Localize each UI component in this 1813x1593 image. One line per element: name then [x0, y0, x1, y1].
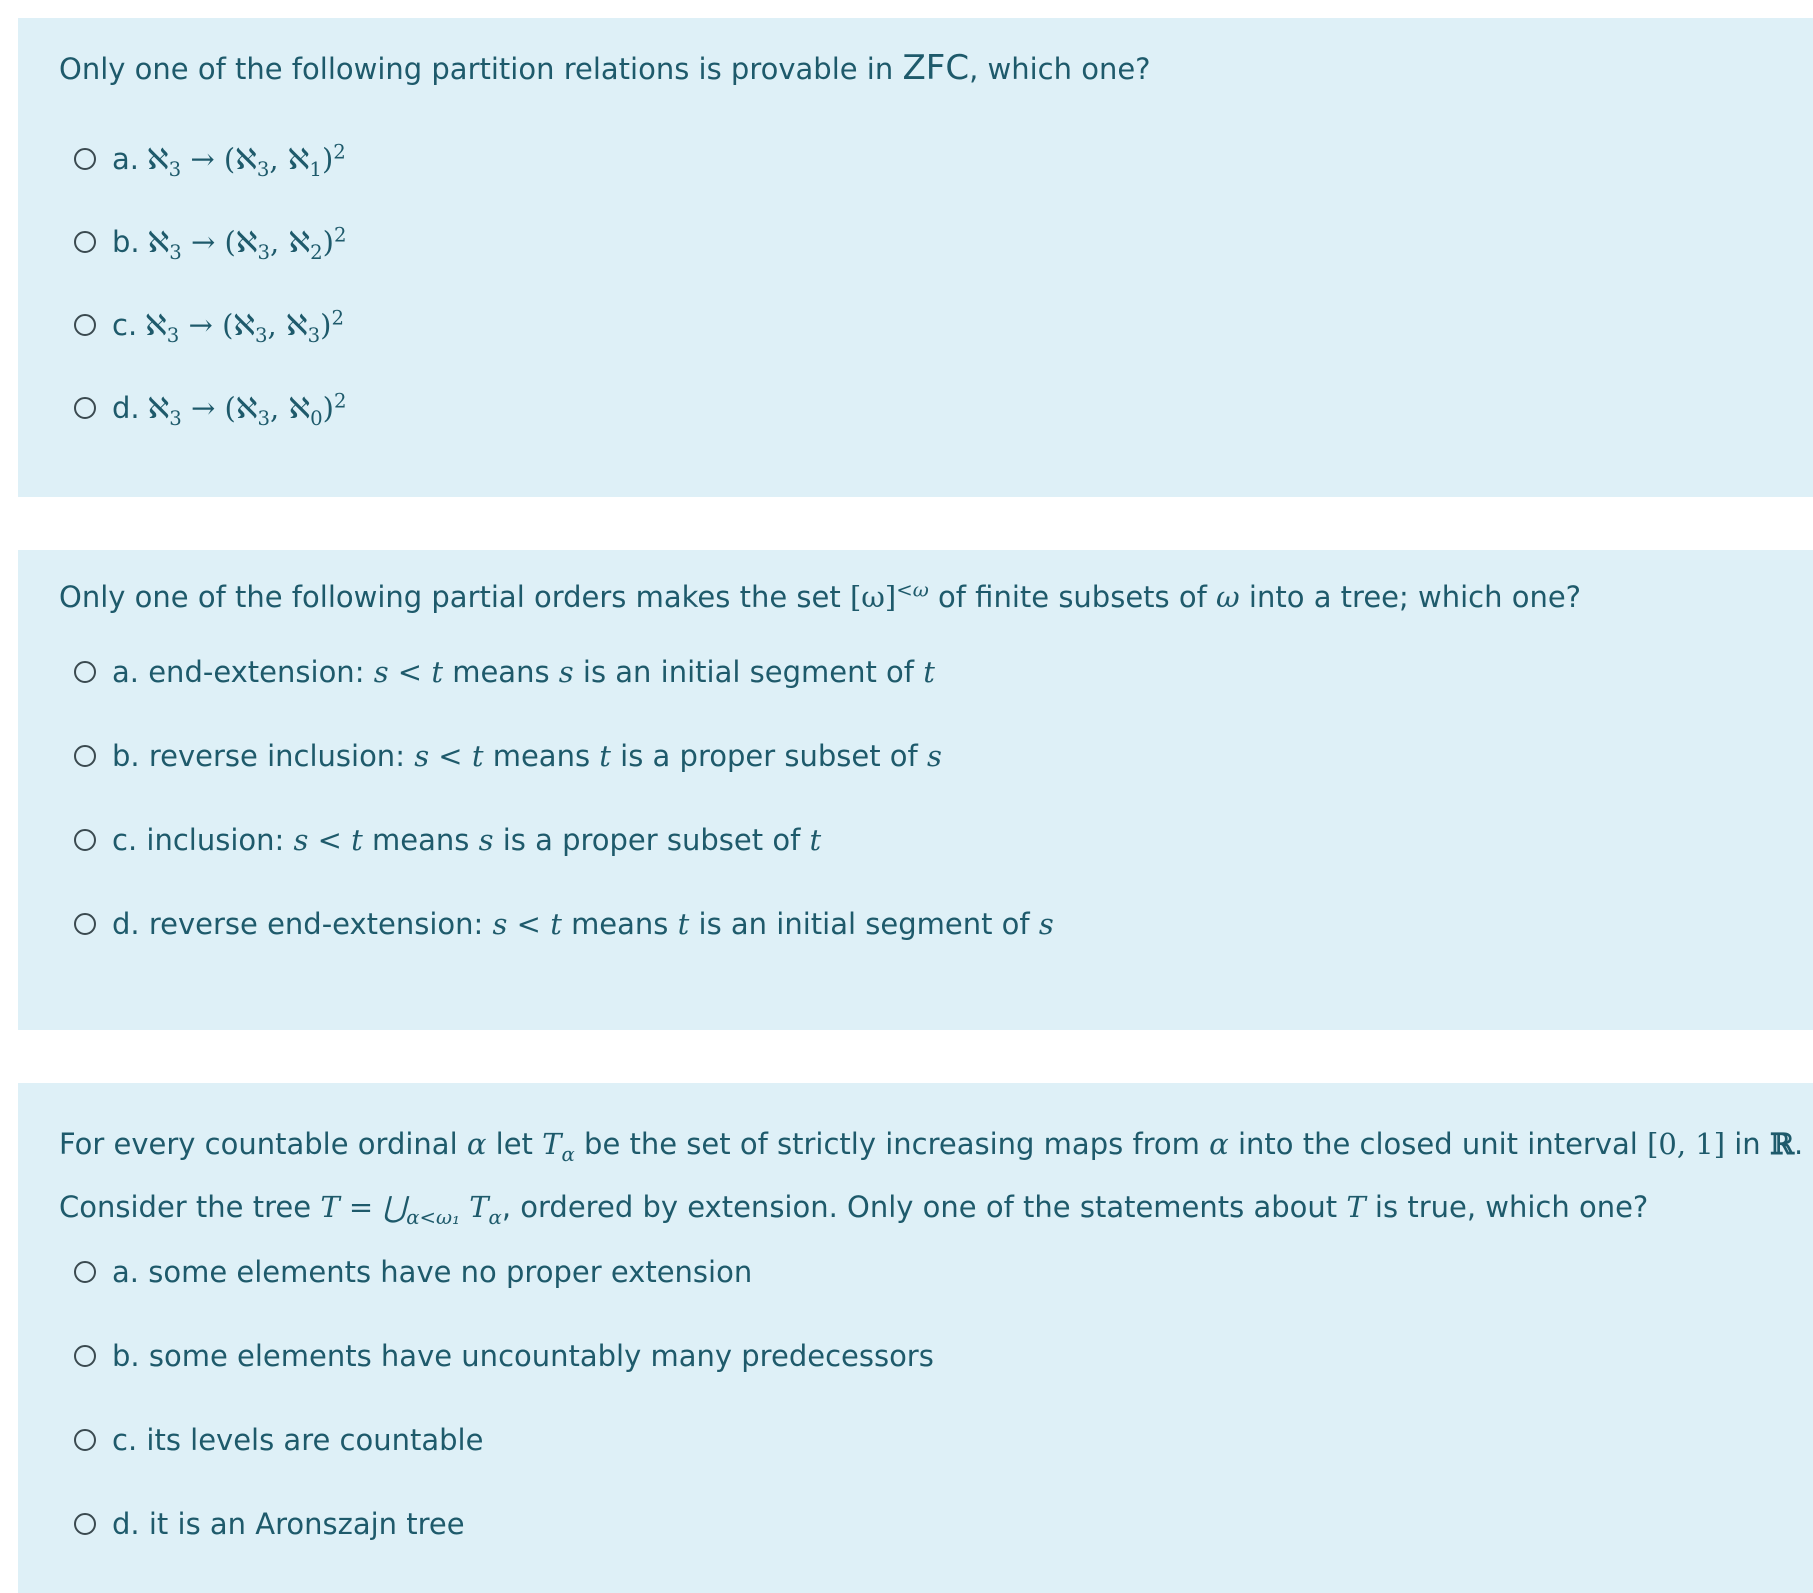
math-var: s: [492, 907, 508, 941]
subscript: 3: [169, 406, 182, 430]
exponent: 2: [333, 223, 347, 247]
alpha-subscript: α: [488, 1205, 502, 1229]
t-symbol: T: [1346, 1190, 1366, 1224]
radio-button[interactable]: [74, 745, 96, 767]
radio-button[interactable]: [74, 231, 96, 253]
order-desc: is a proper subset of: [620, 739, 918, 773]
question-text-part: be the set of strictly increasing maps from: [574, 1127, 1210, 1161]
question-card-1: [18, 18, 1813, 497]
subscript: 1: [309, 157, 322, 181]
order-name: reverse inclusion:: [148, 739, 405, 773]
question-text-part: in: [1725, 1127, 1770, 1161]
union-subscript: α<ω₁: [406, 1205, 460, 1229]
question-text-part: Only one of the following partition relations is provable in: [59, 52, 903, 86]
question-text: [59, 1113, 1803, 1239]
option-formula: ℵ$_3$ → (ℵ$_3$, ℵ$_1$)$^2$: [147, 140, 346, 181]
means-word: means: [452, 655, 550, 689]
option-d[interactable]: [74, 1502, 465, 1546]
radio-button[interactable]: [74, 1513, 96, 1535]
option-d[interactable]: [74, 902, 1054, 946]
option-letter: b.: [112, 739, 140, 773]
math-var: t: [677, 907, 690, 941]
question-text-part: is true, which one?: [1365, 1190, 1649, 1224]
math-var: s: [414, 739, 430, 773]
option-letter: b.: [112, 1339, 140, 1373]
question-text-part: , which one?: [969, 52, 1151, 86]
math-var: t: [471, 739, 484, 773]
math-var: s: [478, 823, 494, 857]
tree-equation: T = ⋃: [320, 1190, 407, 1224]
order-desc: is a proper subset of: [502, 823, 801, 857]
t-symbol: T: [542, 1127, 562, 1161]
subscript: 2: [310, 240, 323, 264]
math-var: t: [550, 907, 562, 941]
alpha-symbol: α: [1209, 1127, 1229, 1161]
question-text-part: Consider the tree: [59, 1190, 321, 1224]
subscript: 3: [255, 323, 268, 347]
order-name: inclusion:: [146, 823, 285, 857]
subscript: 3: [168, 157, 182, 181]
alpha-symbol: α: [466, 1127, 487, 1161]
question-text-part: of finite subsets of: [928, 580, 1217, 614]
question-card-2: [18, 550, 1813, 1030]
radio-button[interactable]: [74, 829, 96, 851]
radio-button[interactable]: [74, 148, 96, 170]
exponent: 2: [331, 306, 345, 330]
option-letter: d.: [112, 907, 140, 941]
radio-button[interactable]: [74, 913, 96, 935]
subscript: 3: [169, 240, 182, 264]
option-text: [112, 1507, 465, 1541]
unit-interval: [0, 1]: [1647, 1127, 1726, 1161]
option-a[interactable]: [74, 650, 935, 694]
radio-button[interactable]: [74, 661, 96, 683]
subscript: 0: [310, 406, 323, 430]
option-c[interactable]: [74, 818, 821, 862]
math-var: s: [1038, 907, 1054, 941]
question-text: [59, 580, 1581, 614]
subscript: 3: [257, 240, 271, 264]
means-word: means: [492, 739, 591, 773]
radio-button[interactable]: [74, 1345, 96, 1367]
option-a[interactable]: [74, 1250, 752, 1294]
means-word: means: [571, 907, 669, 941]
zfc-label: ZFC: [902, 48, 970, 88]
option-letter: a.: [112, 142, 139, 176]
option-body: its levels are countable: [146, 1423, 484, 1457]
option-formula: ℵ$_3$ → (ℵ$_3$, ℵ$_3$)$^2$: [145, 306, 345, 347]
option-b[interactable]: [74, 734, 942, 778]
question-text: [59, 48, 1151, 88]
option-text: [112, 1255, 752, 1289]
omega-symbol: ω: [1216, 580, 1240, 614]
math-var: s: [293, 823, 309, 857]
exponent: 2: [333, 389, 347, 413]
math-var: t: [351, 823, 363, 857]
option-a[interactable]: [74, 137, 346, 181]
option-b[interactable]: [74, 220, 346, 264]
radio-button[interactable]: [74, 314, 96, 336]
option-formula: ℵ$_3$ → (ℵ$_3$, ℵ$_2$)$^2$: [147, 223, 347, 264]
subscript: 3: [257, 406, 271, 430]
math-var: t: [599, 739, 611, 773]
order-desc: is an initial segment of: [698, 907, 1030, 941]
option-letter: c.: [112, 1423, 138, 1457]
question-text-part: , ordered by extension. Only one of the statements about: [501, 1190, 1347, 1224]
math-var: t: [923, 655, 935, 689]
order-name: reverse end-extension:: [148, 907, 484, 941]
exponent: 2: [333, 140, 346, 164]
option-text: c. inclusion: s < t means s is a proper subset of t: [112, 823, 822, 857]
option-text: d. reverse end-extension: s < t means t is an initial segment of s: [112, 907, 1054, 941]
option-letter: d.: [112, 391, 140, 425]
option-c[interactable]: [74, 303, 344, 347]
subscript: 3: [307, 323, 321, 347]
means-word: means: [372, 823, 470, 857]
option-letter: a.: [112, 655, 139, 689]
option-text: [112, 1423, 483, 1457]
option-letter: d.: [112, 1507, 140, 1541]
math-var: s: [926, 739, 942, 773]
question-line-1: [59, 1113, 1803, 1176]
question-card-3: [18, 1083, 1813, 1593]
set-superscript: <ω: [896, 578, 929, 602]
set-notation: [ω]: [849, 580, 897, 614]
option-body: it is an Aronszajn tree: [148, 1507, 465, 1541]
math-var: s: [373, 655, 389, 689]
reals-symbol: ℝ: [1769, 1127, 1795, 1161]
subscript: 3: [166, 323, 180, 347]
order-name: end-extension:: [148, 655, 365, 689]
radio-button[interactable]: [74, 1429, 96, 1451]
alpha-subscript: α: [561, 1142, 575, 1166]
option-text: a. end-extension: s < t means s is an initial segment of t: [112, 655, 935, 689]
radio-button[interactable]: [74, 1261, 96, 1283]
subscript: 3: [256, 157, 270, 181]
option-d[interactable]: [74, 386, 346, 430]
radio-button[interactable]: [74, 397, 96, 419]
option-c[interactable]: [74, 1418, 483, 1462]
math-var: s: [558, 655, 574, 689]
option-body: some elements have uncountably many predecessors: [148, 1339, 934, 1373]
option-text: b. reverse inclusion: s < t means t is a proper subset of s: [112, 739, 942, 773]
math-var: t: [809, 823, 822, 857]
option-formula: ℵ$_3$ → (ℵ$_3$, ℵ$_0$)$^2$: [147, 389, 347, 430]
math-var: t: [431, 655, 443, 689]
t-symbol: T: [469, 1190, 489, 1224]
question-line-2: [59, 1176, 1803, 1239]
question-text-part: into the closed unit interval: [1228, 1127, 1648, 1161]
question-text-part: let: [486, 1127, 543, 1161]
question-text-part: into a tree; which one?: [1239, 580, 1582, 614]
option-b[interactable]: [74, 1334, 934, 1378]
option-letter: b.: [112, 225, 140, 259]
option-letter: c.: [112, 823, 138, 857]
option-body: some elements have no proper extension: [148, 1255, 753, 1289]
option-letter: a.: [112, 1255, 139, 1289]
option-text: [112, 1339, 934, 1373]
order-desc: is an initial segment of: [582, 655, 914, 689]
question-text-part: For every countable ordinal: [59, 1127, 467, 1161]
option-letter: c.: [112, 308, 138, 342]
question-text-part: .: [1794, 1127, 1804, 1161]
question-text-part: Only one of the following partial orders makes the set: [59, 580, 850, 614]
